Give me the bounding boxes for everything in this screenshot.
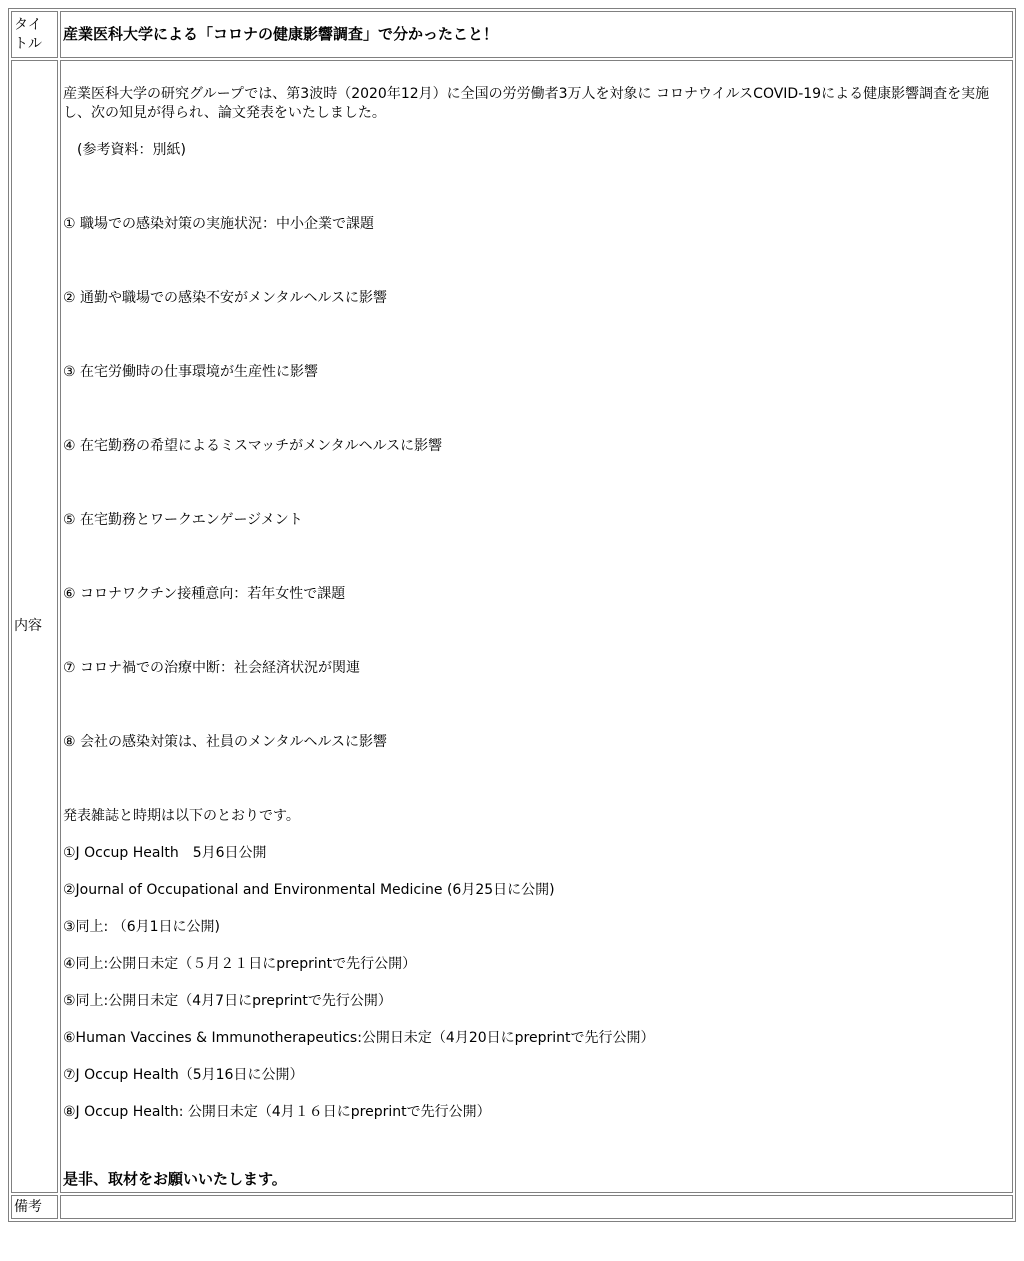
finding-item: ⑥ コロナワクチン接種意向：若年女性で課題 <box>63 586 346 602</box>
publication-item: ⑦J Occup Health（5月16日に公開） <box>63 1067 304 1083</box>
publication-item: ⑥Human Vaccines & Immunotherapeutics:公開日未定（4月20日にpreprintで先行公開） <box>63 1030 655 1046</box>
closing-request: 是非、取材をお願いいたします。 <box>63 1170 287 1188</box>
finding-item: ② 通勤や職場での感染不安がメンタルヘルスに影響 <box>63 290 388 306</box>
finding-item: ① 職場での感染対策の実施状況：中小企業で課題 <box>63 216 374 232</box>
publication-item: ⑤同上:公開日未定（4月7日にpreprintで先行公開） <box>63 993 392 1009</box>
publication-intro: 発表雑誌と時期は以下のとおりです。 <box>63 808 300 824</box>
title-cell <box>60 11 1013 58</box>
content-cell <box>60 60 1013 1193</box>
spacer <box>63 1189 1010 1191</box>
publication-item: ②Journal of Occupational and Environmental Medicine (6月25日に公開) <box>63 882 555 898</box>
remarks-value <box>60 1195 1013 1219</box>
finding-item: ⑤ 在宅勤務とワークエンゲージメント <box>63 512 303 528</box>
remarks-row <box>11 1195 1013 1219</box>
content-label: 内容 <box>11 60 58 1193</box>
title-row <box>11 11 1013 58</box>
publication-item: ⑧J Occup Health: 公開日未定（4月１６日にpreprintで先行公開） <box>63 1104 491 1120</box>
publication-item: ①J Occup Health 5月6日公開 <box>63 845 267 861</box>
publication-item: ④同上:公開日未定（５月２１日にpreprintで先行公開） <box>63 956 417 972</box>
intro-paragraph: 産業医科大学の研究グループでは、第3波時（2020年12月）に全国の労労働者3万人を対象に コロナウイルスCOVID-19による健康影響調査を実施し、次の知見が得られ、論文発表をいたしました。 <box>63 86 990 121</box>
press-release-table <box>8 8 1016 1222</box>
finding-item: ⑧ 会社の感染対策は、社員のメンタルヘルスに影響 <box>63 734 388 750</box>
finding-item: ⑦ コロナ禍での治療中断：社会経済状況が関連 <box>63 660 360 676</box>
remarks-label: 備考 <box>11 1195 58 1219</box>
title-value: 産業医科大学による「コロナの健康影響調査」で分かったこと！ <box>63 25 499 43</box>
finding-item: ④ 在宅勤務の希望によるミスマッチがメンタルヘルスに影響 <box>63 438 443 454</box>
title-label: タイトル <box>11 11 58 58</box>
publication-item: ③同上: （6月1日に公開) <box>63 919 220 935</box>
content-row <box>11 60 1013 1193</box>
finding-item: ③ 在宅労働時の仕事環境が生産性に影響 <box>63 364 318 380</box>
reference-note: (参考資料：別紙) <box>77 142 186 158</box>
